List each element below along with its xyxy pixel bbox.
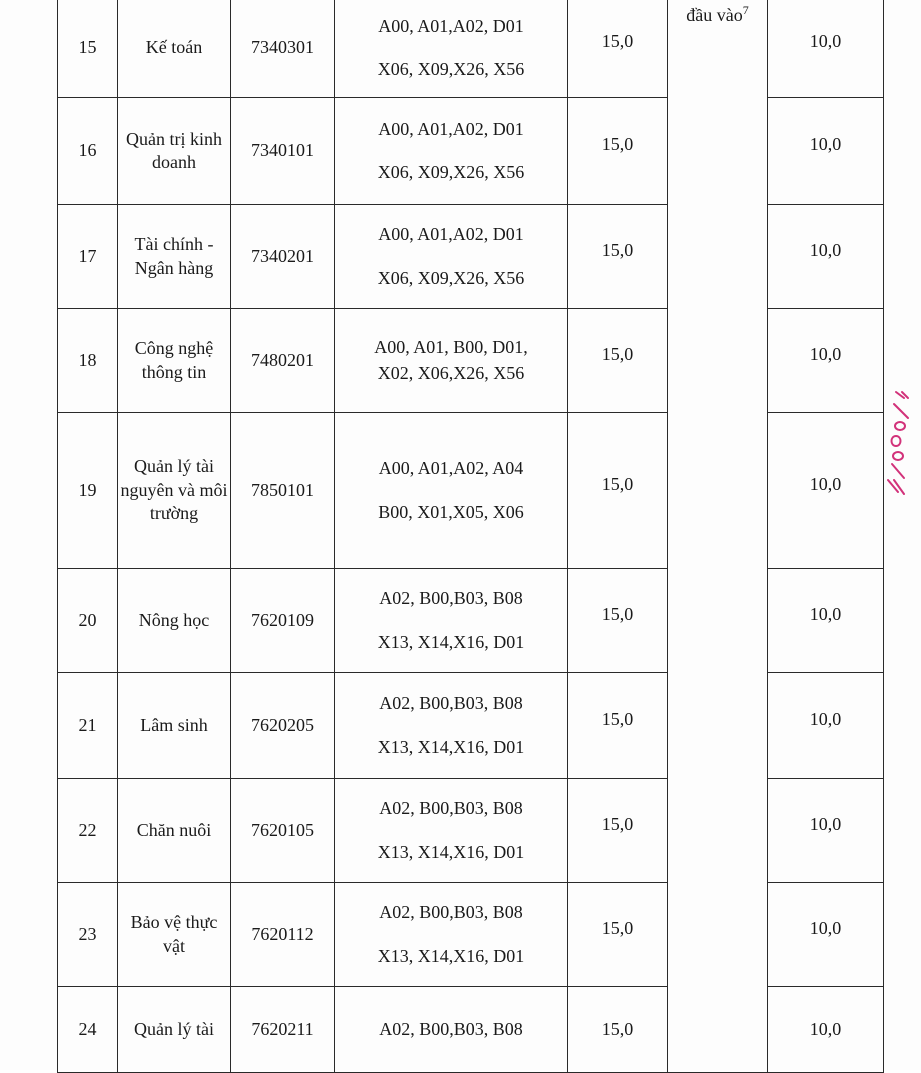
program-name: Quản lý tài nguyên và môi trường [118, 413, 231, 569]
quality-threshold: 15,0 [568, 0, 668, 98]
subject-combinations [335, 98, 568, 205]
program-name: Lâm sinh [118, 673, 231, 779]
program-name: Công nghệ thông tin [118, 309, 231, 413]
combination-line: A00, A01,A02, A04 [378, 458, 524, 479]
program-code: 7620205 [231, 673, 335, 779]
subject-combinations [335, 413, 568, 569]
subject-combinations [335, 673, 568, 779]
subject-combinations [335, 569, 568, 673]
minimum-score: 10,0 [768, 309, 884, 413]
combination-line: X06, X09,X26, X56 [377, 59, 525, 79]
quality-threshold: 15,0 [568, 883, 668, 987]
row-number: 24 [58, 987, 118, 1073]
row-number: 17 [58, 205, 118, 309]
quality-threshold: 15,0 [568, 779, 668, 883]
combination-line: X13, X14,X16, D01 [377, 631, 525, 652]
program-name: Quản lý tài [118, 987, 231, 1073]
program-code: 7340201 [231, 205, 335, 309]
program-name: Kế toán [118, 0, 231, 98]
quality-threshold: 15,0 [568, 673, 668, 779]
minimum-score: 10,0 [768, 0, 884, 98]
minimum-score: 10,0 [768, 569, 884, 673]
combination-line: X06, X09,X26, X56 [377, 162, 525, 182]
minimum-score: 10,0 [768, 883, 884, 987]
quality-threshold: 15,0 [568, 205, 668, 309]
program-code: 7340101 [231, 98, 335, 205]
subject-combinations [335, 883, 568, 987]
program-name: Nông học [118, 569, 231, 673]
subject-combinations [335, 0, 568, 98]
program-name: Bảo vệ thực vật [118, 883, 231, 987]
footnote-marker: 7 [742, 3, 749, 17]
quality-threshold: 15,0 [568, 309, 668, 413]
subject-combinations [335, 309, 568, 413]
subject-combinations [335, 779, 568, 883]
combination-line: X02, X06,X26, X56 [377, 362, 525, 383]
minimum-score: 10,0 [768, 98, 884, 205]
table-body [58, 0, 884, 1073]
program-name: Tài chính - Ngân hàng [118, 205, 231, 309]
row-number: 18 [58, 309, 118, 413]
row-number: 20 [58, 569, 118, 673]
subject-combinations [335, 205, 568, 309]
combination-line: A02, B00,B03, B08 [379, 798, 523, 819]
quality-threshold: 15,0 [568, 569, 668, 673]
table-row [58, 0, 884, 98]
combination-line: A00, A01,A02, D01 [378, 224, 524, 245]
combination-line: X13, X14,X16, D01 [377, 945, 525, 966]
row-number: 19 [58, 413, 118, 569]
combination-line: A00, A01,A02, D01 [378, 118, 524, 139]
program-name: Quản trị kinh doanh [118, 98, 231, 205]
minimum-score: 10,0 [768, 413, 884, 569]
program-code: 7620112 [231, 883, 335, 987]
entrance-note-text: đầu vào [686, 5, 743, 25]
minimum-score: 10,0 [768, 205, 884, 309]
row-number: 23 [58, 883, 118, 987]
combination-line: X13, X14,X16, D01 [377, 736, 525, 757]
program-code: 7340301 [231, 0, 335, 98]
quality-threshold: 15,0 [568, 413, 668, 569]
program-code: 7620109 [231, 569, 335, 673]
minimum-score: 10,0 [768, 673, 884, 779]
combination-line: X06, X09,X26, X56 [377, 267, 525, 288]
quality-threshold: 15,0 [568, 987, 668, 1073]
quality-threshold: 15,0 [568, 98, 668, 205]
handwritten-signature [868, 388, 918, 498]
combination-line: A00, A01,A02, D01 [378, 15, 524, 36]
combination-line: A02, B00,B03, B08 [379, 1018, 523, 1039]
combination-line: A02, B00,B03, B08 [379, 693, 523, 714]
combination-line: B00, X01,X05, X06 [378, 501, 524, 522]
row-number: 22 [58, 779, 118, 883]
combination-line: A00, A01, B00, D01, [374, 337, 528, 358]
row-number: 16 [58, 98, 118, 205]
program-code: 7480201 [231, 309, 335, 413]
admissions-table [57, 0, 884, 1073]
entrance-note [668, 0, 768, 1073]
row-number: 21 [58, 673, 118, 779]
program-name: Chăn nuôi [118, 779, 231, 883]
subject-combinations [335, 987, 568, 1073]
minimum-score: 10,0 [768, 987, 884, 1073]
program-code: 7620105 [231, 779, 335, 883]
combination-line: A02, B00,B03, B08 [379, 588, 523, 609]
program-code: 7850101 [231, 413, 335, 569]
row-number: 15 [58, 0, 118, 98]
minimum-score: 10,0 [768, 779, 884, 883]
combination-line: X13, X14,X16, D01 [377, 841, 525, 862]
combination-line: A02, B00,B03, B08 [379, 902, 523, 923]
program-code: 7620211 [231, 987, 335, 1073]
